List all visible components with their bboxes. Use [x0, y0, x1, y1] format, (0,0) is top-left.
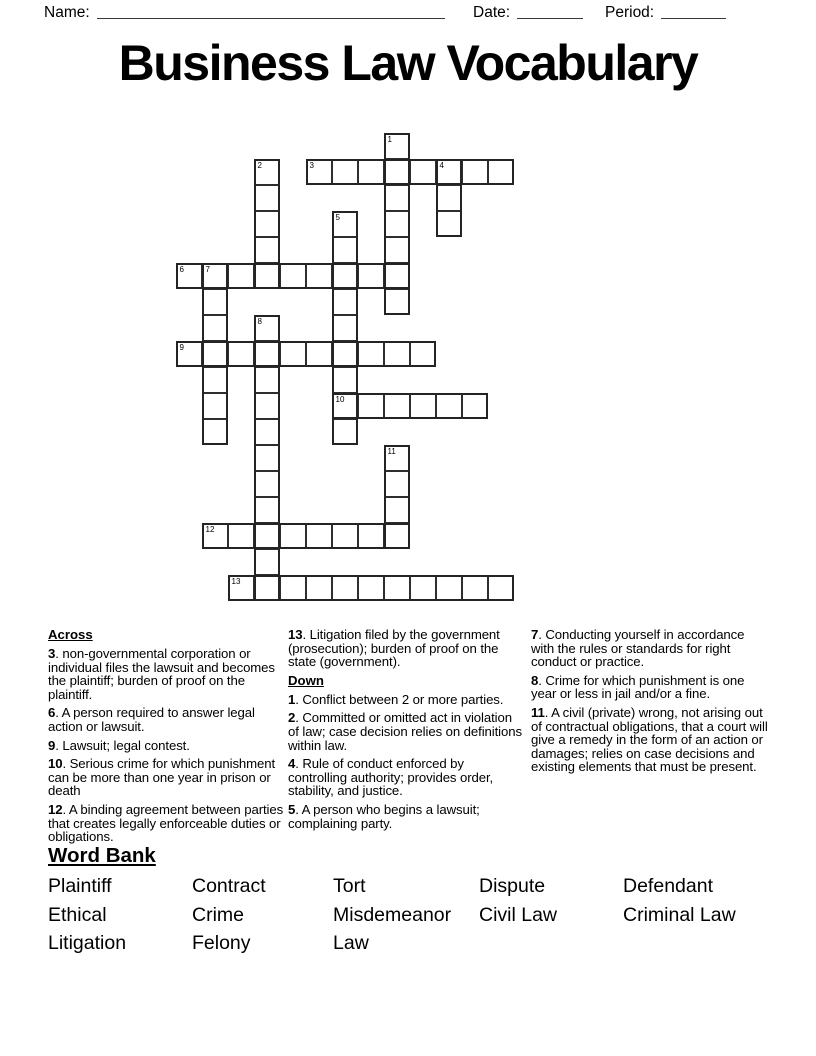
- crossword-cell: [228, 263, 254, 289]
- crossword-cell: [436, 575, 462, 601]
- crossword-cell: [254, 523, 280, 549]
- clue-down-4: 4. Rule of conduct enforced by controlling authority; provides order, stability, and justice.: [288, 756, 494, 799]
- crossword-cell: [202, 341, 228, 367]
- crossword-cell: [306, 575, 332, 601]
- crossword-cell: [384, 289, 410, 315]
- clue-across-3: 3. non-governmental corporation or individual files the lawsuit and becomes the plaintiff; burden of proof on the plaintiff.: [48, 646, 275, 702]
- crossword-cell-number: 1: [387, 134, 392, 144]
- crossword-cell: [410, 575, 436, 601]
- crossword-cell: [384, 341, 410, 367]
- clue-number: 11: [531, 704, 545, 720]
- crossword-cell: [384, 211, 410, 237]
- crossword-cell: [358, 159, 384, 185]
- word-bank-word: Litigation: [48, 932, 127, 954]
- clue-number: 1: [288, 691, 296, 707]
- crossword-cell: [280, 263, 306, 289]
- crossword-cell: [254, 549, 280, 575]
- clues-column-1: [48, 628, 285, 849]
- clue-across-10: 10. Serious crime for which punishment can be more than one year in prison or death: [48, 756, 276, 799]
- crossword-cell: [306, 263, 332, 289]
- word-bank-word: Civil Law: [479, 903, 558, 926]
- crossword-cell: [436, 159, 462, 185]
- word-bank-list: [48, 872, 788, 958]
- word-bank-word: Criminal Law: [623, 903, 736, 926]
- crossword-cell-number: 6: [179, 264, 184, 274]
- word-bank-word: Crime: [192, 903, 244, 926]
- crossword-cell: [332, 523, 358, 549]
- crossword-cell: [410, 393, 436, 419]
- crossword-cell: [332, 341, 358, 367]
- word-bank-heading: Word Bank: [48, 844, 156, 867]
- crossword-cell: [332, 289, 358, 315]
- word-bank-word: Ethical: [48, 903, 107, 926]
- clue-down-11: 11. A civil (private) wrong, not arising out of contractual obligations, that a court will give a remedy in the form of an action or damages; relies on case decisions and existing elements that must be present.: [531, 704, 768, 775]
- crossword-cell: [254, 263, 280, 289]
- crossword-cell: [280, 523, 306, 549]
- clue-number: 7: [531, 627, 539, 642]
- word-bank-word: Misdemeanor: [333, 903, 452, 926]
- crossword-cell-number: 2: [257, 160, 262, 170]
- word-bank-word: Tort: [333, 875, 366, 897]
- crossword-cell: [306, 159, 332, 185]
- crossword-cell: [254, 211, 280, 237]
- crossword-cell: [410, 159, 436, 185]
- crossword-cell-number: 4: [439, 160, 444, 170]
- crossword-cell: [254, 419, 280, 445]
- clue-down-5: 5. A person who begins a lawsuit; complaining party.: [288, 801, 480, 831]
- crossword-cell: [202, 263, 228, 289]
- crossword-cell: [436, 185, 462, 211]
- crossword-cell: [384, 185, 410, 211]
- clue-number: 12: [48, 801, 63, 817]
- crossword-cell: [332, 237, 358, 263]
- clue-across-9: 9. Lawsuit; legal contest.: [48, 737, 190, 753]
- crossword-cell: [254, 237, 280, 263]
- crossword-cell: [202, 523, 228, 549]
- crossword-cell: [176, 263, 202, 289]
- crossword-cell: [384, 575, 410, 601]
- crossword-cell: [384, 445, 410, 471]
- crossword-cell: [254, 367, 280, 393]
- name-label: Name:: [44, 4, 90, 21]
- down-heading: Down: [288, 672, 324, 688]
- word-bank-word: Plaintiff: [48, 875, 112, 897]
- crossword-cell: [254, 185, 280, 211]
- crossword-cell: [202, 315, 228, 341]
- crossword-cell: [254, 315, 280, 341]
- clue-number: 8: [531, 672, 539, 688]
- crossword-cell-number: 7: [205, 264, 210, 274]
- word-bank-word: Law: [333, 932, 369, 954]
- crossword-cell: [410, 341, 436, 367]
- crossword-cell: [202, 367, 228, 393]
- crossword-cell: [384, 471, 410, 497]
- crossword-cell-number: 8: [257, 316, 262, 326]
- crossword-cell: [254, 341, 280, 367]
- clue-across-6: 6. A person required to answer legal action or lawsuit.: [48, 705, 255, 734]
- period-label: Period:: [605, 4, 655, 21]
- crossword-cell: [358, 263, 384, 289]
- crossword-cell: [332, 315, 358, 341]
- crossword-cell: [254, 497, 280, 523]
- clue-down-1: 1. Conflict between 2 or more parties.: [288, 691, 504, 707]
- crossword-cell: [332, 263, 358, 289]
- crossword-cell-number: 5: [335, 212, 340, 222]
- clue-number: 3: [48, 646, 56, 661]
- word-bank-word: Dispute: [479, 875, 546, 897]
- crossword-cell: [332, 211, 358, 237]
- crossword-cell: [436, 393, 462, 419]
- clue-number: 13: [288, 627, 303, 642]
- crossword-cell: [228, 523, 254, 549]
- clue-number: 5: [288, 801, 296, 817]
- crossword-cell: [332, 419, 358, 445]
- crossword-cell: [254, 159, 280, 185]
- across-heading: Across: [48, 627, 93, 642]
- crossword-cell: [176, 341, 202, 367]
- crossword-cell: [306, 523, 332, 549]
- date-label: Date:: [473, 4, 511, 21]
- clue-across-12: 12. A binding agreement between parties that creates legally enforceable duties or obligations.: [48, 801, 284, 845]
- word-bank-word: Contract: [192, 875, 266, 897]
- word-bank-word: Felony: [192, 932, 251, 954]
- crossword-cell: [384, 523, 410, 549]
- crossword-cell: [332, 367, 358, 393]
- crossword-cell: [384, 393, 410, 419]
- clue-number: 4: [288, 756, 296, 772]
- crossword-cell-number: 10: [335, 394, 345, 404]
- crossword-cell: [488, 575, 514, 601]
- crossword-cell: [384, 497, 410, 523]
- crossword-cell: [462, 393, 488, 419]
- crossword-cell: [358, 393, 384, 419]
- crossword-cell: [254, 445, 280, 471]
- clue-down-7: 7. Conducting yourself in accordance with the rules or standards for right conduct or practice.: [531, 627, 745, 670]
- crossword-cell: [254, 575, 280, 601]
- crossword-cell: [332, 159, 358, 185]
- clue-down-2: 2. Committed or omitted act in violation of law; case decision relies on definitions within law.: [288, 710, 522, 753]
- clue-across-13: 13. Litigation filed by the government (prosecution); burden of proof on the state (government).: [288, 627, 500, 670]
- clue-down-8: 8. Crime for which punishment is one year or less in jail and/or a fine.: [531, 672, 745, 702]
- clue-number: 9: [48, 737, 56, 753]
- crossword-cell-number: 12: [205, 524, 215, 534]
- crossword-cell: [202, 289, 228, 315]
- crossword-cell: [384, 237, 410, 263]
- crossword-cell: [228, 575, 254, 601]
- clue-number: 10: [48, 756, 63, 772]
- clue-number: 2: [288, 710, 296, 726]
- crossword-cell: [254, 393, 280, 419]
- crossword-cell: [306, 341, 332, 367]
- crossword-cell: [358, 523, 384, 549]
- crossword-cell: [384, 263, 410, 289]
- crossword-cell: [202, 393, 228, 419]
- crossword-cell-number: 3: [309, 160, 314, 170]
- crossword-cell: [358, 575, 384, 601]
- clues-column-2: [288, 628, 525, 835]
- crossword-cell: [384, 159, 410, 185]
- clue-number: 6: [48, 705, 56, 721]
- crossword-cell: [280, 575, 306, 601]
- clues-column-3: [531, 628, 768, 779]
- crossword-cell: [462, 575, 488, 601]
- crossword-cell-number: 13: [231, 576, 241, 586]
- crossword-cell: [254, 471, 280, 497]
- crossword-cell: [332, 575, 358, 601]
- crossword-cell: [202, 419, 228, 445]
- crossword-cell: [384, 133, 410, 159]
- page-title: Business Law Vocabulary: [118, 35, 698, 91]
- crossword-cell: [280, 341, 306, 367]
- crossword-cell: [358, 341, 384, 367]
- crossword-cell-number: 11: [387, 446, 396, 456]
- crossword-cell: [332, 393, 358, 419]
- word-bank-word: Defendant: [623, 875, 713, 897]
- crossword-cell-number: 9: [179, 342, 184, 352]
- crossword-cell: [228, 341, 254, 367]
- crossword-cell: [488, 159, 514, 185]
- crossword-cell: [436, 211, 462, 237]
- crossword-cell: [462, 159, 488, 185]
